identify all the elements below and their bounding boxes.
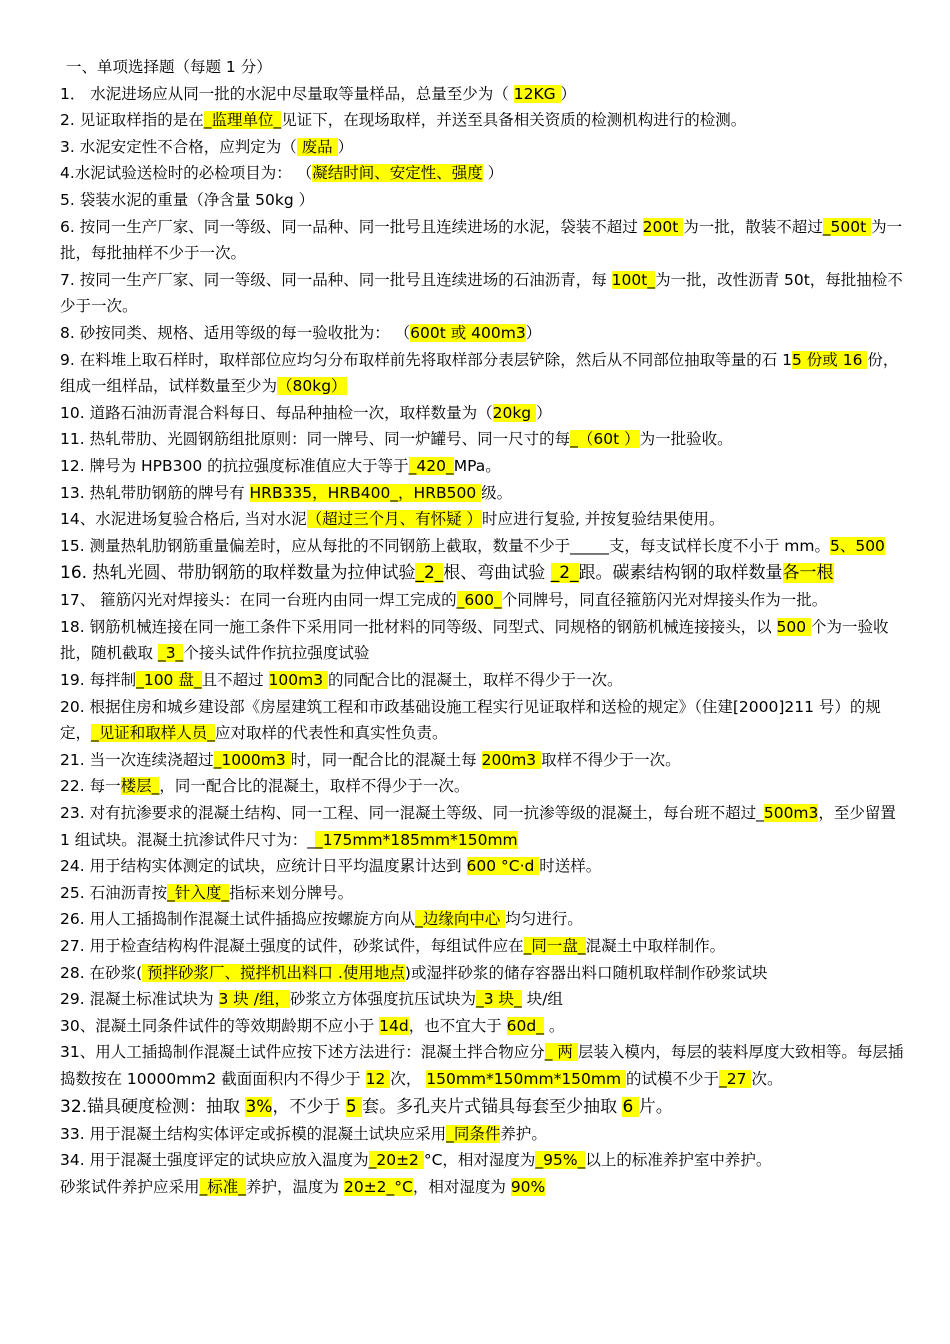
question-9	[60, 347, 910, 400]
question-4	[60, 160, 910, 187]
answer-highlight: _3_	[157, 644, 184, 663]
question-text: 23. 对有抗渗要求的混凝土结构、同一工程、同一混凝土等级、同一抗渗等级的混凝土，每台班不超过_	[60, 804, 764, 823]
question-8	[60, 320, 910, 347]
answer-highlight: 5、500	[829, 536, 885, 555]
answer-highlight: _420_	[408, 456, 454, 475]
question-33	[60, 1121, 910, 1148]
answer-highlight: _同一盘_	[523, 937, 586, 955]
question-text: 34. 用于混凝土强度评定的试块应放入温度为	[60, 1151, 369, 1170]
answer-highlight: 各一根	[782, 563, 834, 584]
question-text: 16. 热轧光圆、带肋钢筋的取样数量为拉伸试验	[60, 563, 416, 584]
question-text: 个同牌号，同直径箍筋闪光对焊接头作为一批。	[501, 591, 828, 610]
question-text: 7. 按同一生产厂家、同一等级、同一品种、同一批号且连续进场的石油沥青，每	[60, 270, 612, 289]
question-text: 4.水泥试验送检时的必检项目为： （	[60, 164, 313, 183]
question-21	[60, 747, 910, 774]
question-text: 根、弯曲试验	[443, 563, 551, 584]
question-text: 22. 每一	[60, 777, 121, 796]
question-2	[60, 107, 910, 134]
question-text: 跟。碳素结构钢的取样数量	[578, 563, 783, 584]
answer-highlight: _95%_	[535, 1151, 586, 1170]
question-text: 养护，温度为	[246, 1177, 344, 1196]
question-1	[60, 81, 910, 108]
question-list	[60, 81, 910, 1201]
question-text: 砂浆试件养护应采用	[60, 1177, 200, 1196]
answer-highlight: 20kg	[492, 403, 537, 422]
answer-highlight: _500t	[822, 217, 872, 236]
question-12	[60, 453, 910, 480]
answer-highlight: _标准_	[199, 1177, 247, 1196]
answer-highlight: _针入度_	[167, 883, 230, 902]
question-text: ，相对湿度为	[412, 1177, 511, 1196]
answer-highlight: 100m3	[268, 671, 329, 690]
question-text: 30、混凝土同条件试件的等效期龄期不应小于	[60, 1016, 380, 1035]
question-text: 13. 热轧带肋钢筋的牌号有	[60, 483, 250, 502]
question-text: 26. 用人工插捣制作混凝土试件插捣应按螺旋方向从	[60, 910, 416, 929]
question-text: 应对取样的代表性和真实性负责。	[215, 724, 448, 743]
question-text: 混凝土中取样制作。	[585, 937, 726, 955]
question-23	[60, 800, 910, 853]
answer-highlight: 5 份或 16	[792, 350, 868, 369]
answer-highlight: _100 盘_	[136, 671, 202, 690]
question-24	[60, 853, 910, 880]
question-10	[60, 400, 910, 427]
question-text: 18. 钢筋机械连接在同一施工条件下采用同一批材料的同等级、同型式、同规格的钢筋机械连接接头，以	[60, 617, 777, 636]
question-text: 套。多孔夹片式锚具每套至少抽取	[362, 1096, 623, 1117]
question-text: 为一批验收。	[639, 430, 733, 449]
answer-highlight: 凝结时间、安定性、强度	[312, 164, 483, 183]
question-15	[60, 533, 910, 560]
question-32	[60, 1093, 910, 1121]
question-text: ）	[560, 84, 577, 103]
question-text: 时应进行复验, 并按复验结果使用。	[482, 510, 725, 529]
answer-highlight: 废品	[296, 137, 338, 156]
answer-highlight: 500m3	[763, 804, 819, 823]
question-text: 为一批，每批抽样不少于一次。	[60, 217, 903, 263]
section-heading: 一、单项选择题（每题 1 分）	[66, 58, 272, 76]
question-text: 31、用人工插捣制作混凝土试件应按下述方法进行：混凝土拌合物应分	[60, 1043, 545, 1062]
question-text: )或湿拌砂浆的储存容器出料口随机取样制作砂浆试块	[404, 963, 768, 982]
question-17	[60, 587, 910, 614]
question-text: 片。	[638, 1096, 673, 1117]
question-text: ）	[482, 164, 504, 183]
question-text: 33. 用于混凝土结构实体评定或拆模的混凝土试块应采用	[60, 1124, 447, 1143]
question-31	[60, 1039, 910, 1092]
answer-highlight: 14d	[379, 1016, 409, 1035]
question-text: ）	[337, 137, 354, 156]
question-text: 时，同一配合比的混凝土每	[290, 750, 482, 769]
question-16	[60, 559, 910, 587]
question-text: 19. 每拌制	[60, 671, 137, 690]
question-text: 20. 根据住房和城乡建设部《房屋建筑工程和市政基础设施工程实行见证取样和送检的规定》（住建[2000]211 号）的规定，	[60, 697, 881, 743]
question-text: 29. 混凝土标准试块为	[60, 990, 219, 1009]
answer-highlight: 12KG	[513, 84, 561, 103]
question-26	[60, 906, 910, 933]
answer-highlight: _见证和取样人员_	[91, 724, 216, 743]
question-text: 以上的标准养护室中养护。	[585, 1151, 772, 1170]
question-18	[60, 614, 910, 667]
answer-highlight: HRB335，HRB400_，HRB500	[249, 483, 482, 502]
answer-highlight: 预拌砂浆厂、搅拌机出料口 .使用地点	[142, 963, 405, 982]
question-text: 6. 按同一生产厂家、同一等级、同一品种、同一批号且连续进场的水泥，袋装不超过	[60, 217, 643, 236]
answer-highlight: 3 块 /组，	[218, 990, 290, 1009]
question-text: 取样不得少于一次。	[541, 750, 681, 769]
question-3	[60, 134, 910, 161]
question-text: 的同配合比的混凝土，取样不得少于一次。	[328, 671, 623, 690]
answer-highlight: 500	[776, 617, 812, 636]
question-text: 的试模不少于	[626, 1069, 720, 1088]
answer-highlight: 12	[365, 1069, 391, 1088]
answer-highlight: 200m3	[481, 750, 542, 769]
question-28	[60, 960, 910, 987]
answer-highlight: _2_	[550, 563, 579, 584]
question-25	[60, 880, 910, 907]
question-text: ，也不宜大于	[408, 1016, 507, 1035]
question-text: ，不少于	[272, 1096, 346, 1117]
question-text: 。	[543, 1016, 565, 1035]
question-text: 块/组	[521, 990, 563, 1009]
answer-highlight: 600 °C·d	[466, 857, 540, 876]
answer-highlight: _ 两	[544, 1043, 578, 1062]
question-text: 时送样。	[539, 857, 602, 876]
question-13	[60, 480, 910, 507]
question-text: 为一批，改性沥青 50t，每批抽检不少于一次。	[60, 270, 903, 316]
question-text: 次。	[751, 1069, 783, 1088]
question-text: 2. 见证取样指的是在	[60, 111, 204, 130]
question-27	[60, 933, 910, 960]
question-text: 21. 当一次连续浇超过	[60, 750, 214, 769]
question-text: 且不超过	[201, 671, 269, 690]
question-text: 个接头试件作抗拉强度试验	[183, 644, 370, 663]
question-29	[60, 986, 910, 1013]
question-6	[60, 214, 910, 267]
question-text: 28. 在砂浆(	[60, 963, 143, 982]
question-text: MPa。	[453, 456, 501, 475]
answer-highlight: 20±2_°C	[343, 1177, 413, 1196]
answer-highlight: （超过三个月、有怀疑 ）	[306, 510, 483, 529]
answer-highlight: 90%	[510, 1177, 546, 1196]
answer-highlight: _边缘向中心	[415, 910, 506, 929]
answer-highlight: _监理单位_	[203, 111, 282, 130]
answer-highlight: 200t	[642, 217, 684, 236]
question-text: 级。	[481, 483, 513, 502]
answer-highlight: 60d_	[506, 1016, 544, 1035]
answer-highlight: _（60t ）	[570, 430, 640, 449]
question-20	[60, 694, 910, 747]
question-text: 17、 箍筋闪光对焊接头：在同一台班内由同一焊工完成的	[60, 591, 457, 610]
answer-highlight: （80kg）	[277, 377, 347, 396]
question-text: °C，相对湿度为	[423, 1151, 536, 1170]
question-35	[60, 1174, 910, 1201]
question-text: 个为一验收批，随机截取	[60, 617, 889, 663]
question-text: 8. 砂按同类、规格、适用等级的每一验收批为： （	[60, 323, 411, 342]
question-30	[60, 1013, 910, 1040]
question-7	[60, 267, 910, 320]
question-text: 均匀进行。	[505, 910, 583, 929]
question-text: 5. 袋装水泥的重量（净含量 50kg ）	[60, 190, 315, 209]
answer-highlight: _27	[719, 1069, 752, 1088]
question-text: 指标来划分牌号。	[229, 883, 354, 902]
answer-highlight: _同条件	[446, 1124, 501, 1143]
answer-highlight: _2_	[415, 563, 444, 584]
question-5	[60, 187, 910, 214]
question-text: 10. 道路石油沥青混合料每日、每品种抽检一次，取样数量为（	[60, 403, 493, 422]
question-11	[60, 426, 910, 453]
question-text: 1． 水泥进场应从同一批的水泥中尽量取等量样品，总量至少为（	[60, 84, 514, 103]
question-text: 养护。	[500, 1124, 547, 1143]
answer-highlight: 楼层_	[120, 777, 160, 796]
answer-highlight: 6	[622, 1096, 639, 1117]
answer-highlight: 150mm*150mm*150mm	[426, 1069, 627, 1088]
question-text: 9. 在料堆上取石样时，取样部位应均匀分布取样前先将取样部分表层铲除，然后从不同部位抽取等量的石 1	[60, 350, 793, 369]
question-14	[60, 506, 910, 533]
question-text: 24. 用于结构实体测定的试块，应统计日平均温度累计达到	[60, 857, 467, 876]
question-22	[60, 773, 910, 800]
question-text: ，同一配合比的混凝土，取样不得少于一次。	[159, 777, 470, 796]
question-text: 12. 牌号为 HPB300 的抗拉强度标准值应大于等于	[60, 456, 409, 475]
question-text: 14、水泥进场复验合格后, 当对水泥	[60, 510, 307, 529]
answer-highlight: _20±2	[368, 1151, 424, 1170]
question-text: 见证下，在现场取样，并送至具备相关资质的检测机构进行的检测。	[281, 111, 747, 130]
question-text: ）	[525, 323, 542, 342]
question-text: 27. 用于检查结构构件混凝土强度的试件，砂浆试件，每组试件应在	[60, 937, 524, 955]
question-19	[60, 667, 910, 694]
answer-highlight: 5	[345, 1096, 363, 1117]
question-text: 份，组成一组样品，试样数量至少为	[60, 350, 899, 396]
question-34	[60, 1147, 910, 1174]
question-text: 11. 热轧带肋、光圆钢筋组批原则：同一牌号、同一炉罐号、同一尺寸的每	[60, 430, 571, 449]
answer-highlight: 600t 或 400m3	[410, 323, 526, 342]
question-text: ，至少留置 1 组试块。混凝土抗渗试件尺寸为：_	[60, 804, 896, 849]
question-text: 为一批，散装不超过	[683, 217, 823, 236]
answer-highlight: _3 块_	[475, 990, 522, 1009]
question-text: 次，	[390, 1069, 427, 1088]
question-text: ）	[536, 403, 552, 422]
question-text: 15. 测量热轧肋钢筋重量偏差时，应从每批的不同钢筋上截取，数量不少于_____支，每支试样长度不小于 mm。	[60, 536, 830, 555]
answer-highlight: _175mm*185mm*150mm	[315, 830, 518, 849]
answer-highlight: _600_	[456, 591, 502, 610]
question-text: 32.锚具硬度检测：抽取	[60, 1096, 246, 1117]
answer-highlight: 3%	[245, 1096, 273, 1117]
answer-highlight: _1000m3	[213, 750, 291, 769]
question-text: 3. 水泥安定性不合格，应判定为（	[60, 137, 297, 156]
answer-highlight: 100t_	[611, 270, 656, 289]
question-text: 砂浆立方体强度抗压试块为	[289, 990, 476, 1009]
question-text: 层装入模内，每层的装料厚度大致相等。每层插捣数按在 10000mm2 截面面积内不得少于	[60, 1043, 904, 1088]
question-text: 25. 石油沥青按	[60, 883, 168, 902]
